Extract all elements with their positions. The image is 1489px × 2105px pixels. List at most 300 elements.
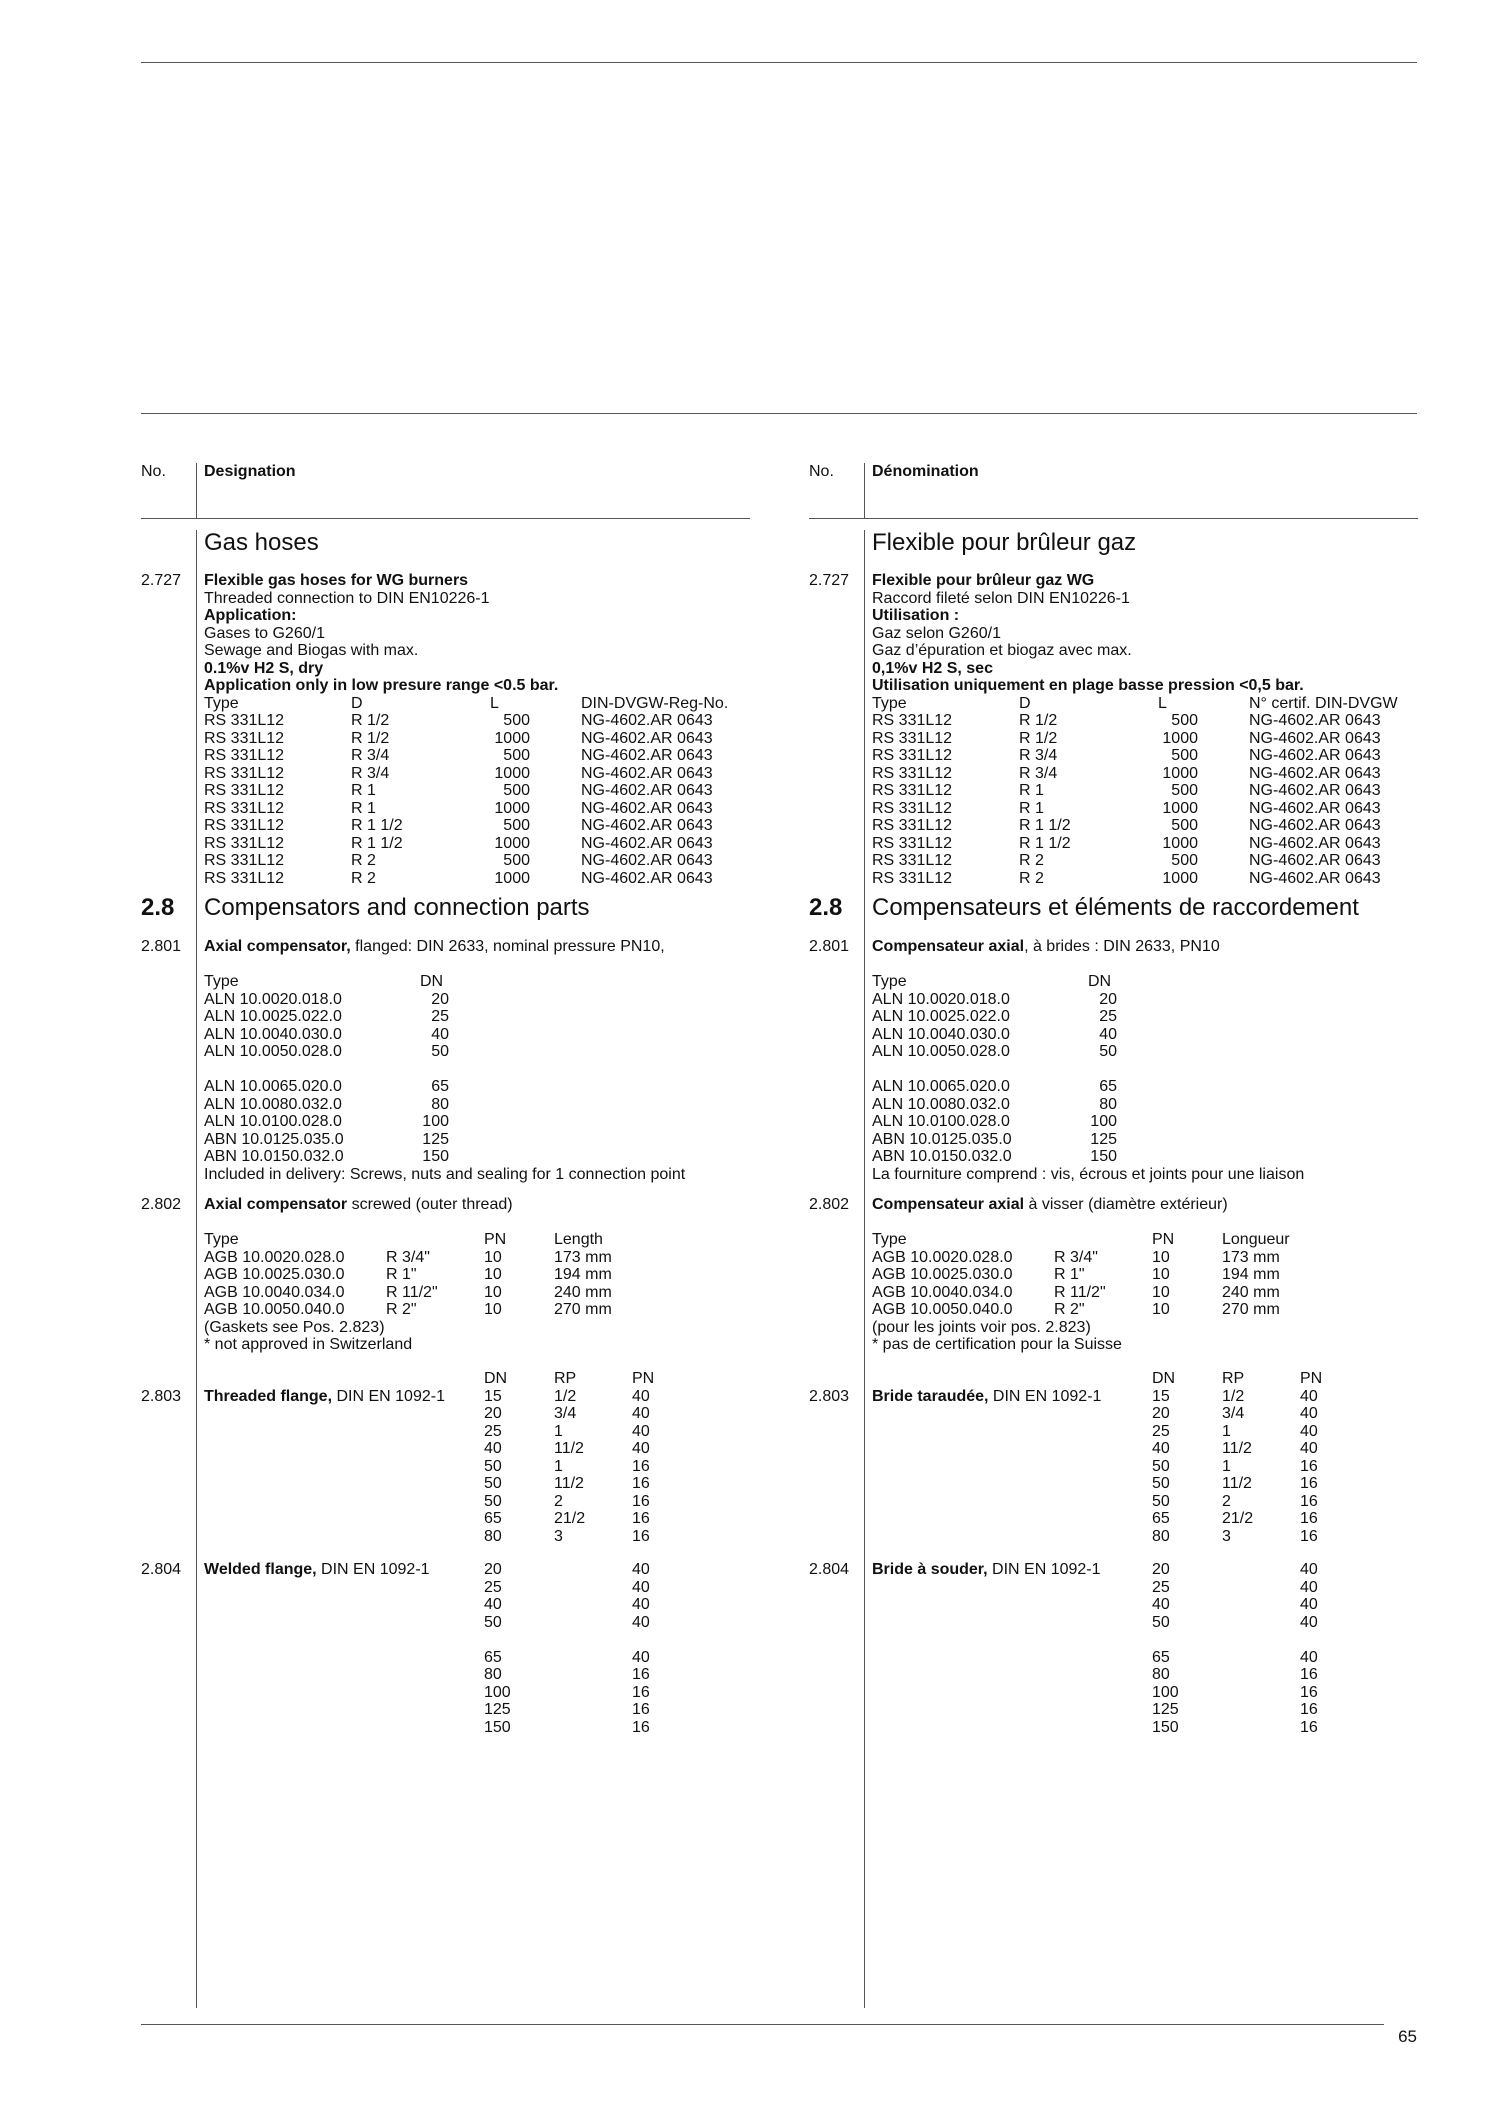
- table-cell-pn: 40: [1300, 1440, 1318, 1457]
- table-cell-pn: 16: [1300, 1666, 1318, 1683]
- item-number: 2.802: [141, 1196, 182, 1213]
- table-cell-dn: 80: [1099, 1095, 1117, 1113]
- table-cell-dn: 50: [484, 1457, 502, 1475]
- table-cell-type: ALN 10.0040.030.0: [872, 1025, 1010, 1043]
- table-cell-l: 1000: [1162, 799, 1198, 817]
- table-cell-type: ABN 10.0150.032.0: [204, 1148, 344, 1165]
- table-cell-dn: 25: [1099, 1008, 1117, 1025]
- table-cell-pn: 16: [1300, 1510, 1318, 1527]
- table-cell-l: 500: [503, 712, 530, 729]
- table-cell-l: 500: [1171, 747, 1198, 764]
- table-cell-reg: NG-4602.AR 0643: [1249, 712, 1381, 729]
- table-cell-type: AGB 10.0025.030.0: [204, 1266, 345, 1283]
- page-number: 65: [1398, 2027, 1417, 2046]
- table-cell-length: 194 mm: [1222, 1266, 1280, 1283]
- table-cell-type: ALN 10.0080.032.0: [872, 1095, 1010, 1113]
- table-cell-reg: NG-4602.AR 0643: [1249, 782, 1381, 799]
- table-header-pn: PN: [484, 1231, 507, 1248]
- table-cell-d: R 3/4: [351, 764, 390, 782]
- table-cell-length: 240 mm: [554, 1283, 612, 1301]
- table-header-length: Length: [554, 1231, 603, 1248]
- table-cell-d: R 1: [351, 799, 376, 817]
- table-cell-dn: 150: [422, 1148, 449, 1165]
- item-title-rest: DIN EN 1092-1: [332, 1387, 445, 1405]
- table-header-type: Type: [872, 1231, 907, 1248]
- item-number: 2.802: [809, 1196, 850, 1213]
- item-title-bold: Threaded flange,: [204, 1387, 333, 1405]
- item-title: Flexible pour brûleur gaz WG: [872, 572, 1095, 589]
- table-cell-length: 270 mm: [1222, 1301, 1280, 1318]
- table-header-pn: PN: [1300, 1370, 1323, 1387]
- table-cell-type: RS 331L12: [872, 764, 953, 782]
- table-cell-d: R 1/2: [351, 712, 390, 729]
- table-cell-dn: 150: [1152, 1718, 1179, 1736]
- table-cell-pn: 40: [1300, 1405, 1318, 1422]
- table-header-l: L: [1158, 694, 1167, 712]
- item-number: 2.801: [141, 938, 182, 955]
- item-number: 2.803: [141, 1387, 182, 1405]
- item-number: 2.804: [809, 1561, 850, 1578]
- table-cell-type: AGB 10.0020.028.0: [204, 1248, 345, 1266]
- table-header-d: D: [351, 694, 363, 712]
- table-cell-dn: 150: [484, 1718, 511, 1736]
- table-header-rp: RP: [554, 1370, 577, 1387]
- header-no: No.: [141, 463, 166, 480]
- table-cell-dn: 20: [484, 1405, 502, 1422]
- table-cell-dn: 40: [484, 1596, 502, 1613]
- table-cell-dn: 15: [1152, 1387, 1170, 1405]
- section-title: Compensateurs et éléments de raccordement: [872, 894, 1359, 921]
- table-cell-d: R 1/2: [351, 729, 390, 747]
- table-cell-length: 173 mm: [554, 1248, 612, 1266]
- table-cell-type: RS 331L12: [872, 712, 953, 729]
- table-cell-rp: 1: [1222, 1422, 1231, 1440]
- table-header-type: Type: [872, 973, 907, 990]
- table-cell-dn: 50: [1152, 1492, 1170, 1510]
- table-cell-reg: NG-4602.AR 0643: [1249, 764, 1381, 782]
- table-cell-d: R 1/2: [1019, 729, 1058, 747]
- table-cell-pn: 10: [1152, 1301, 1170, 1318]
- table-cell-type: RS 331L12: [872, 782, 953, 799]
- table-cell-dn: 65: [1152, 1510, 1170, 1527]
- table-header-reg: N° certif. DIN-DVGW: [1249, 694, 1398, 712]
- table-cell-d: R 3/4: [1019, 764, 1058, 782]
- table-cell-dn: 25: [1152, 1578, 1170, 1596]
- item-title-bold: Welded flange,: [204, 1561, 317, 1578]
- table-cell-d: R 2: [351, 869, 376, 887]
- table-cell-type: AGB 10.0050.040.0: [204, 1301, 345, 1318]
- item-title-bold: Bride taraudée,: [872, 1387, 989, 1405]
- table-cell-l: 1000: [494, 834, 530, 852]
- table-cell-pn: 16: [1300, 1718, 1318, 1736]
- table-cell-rp: 1: [1222, 1457, 1231, 1475]
- table-cell-l: 500: [1171, 817, 1198, 834]
- item-title: [872, 938, 1220, 956]
- table-cell-reg: NG-4602.AR 0643: [581, 817, 713, 834]
- item-number: 2.804: [141, 1561, 182, 1578]
- section-number: 2.8: [809, 894, 843, 921]
- table-cell-pn: 40: [1300, 1613, 1318, 1631]
- table-cell-rp: 11/2: [1222, 1440, 1252, 1457]
- table-cell-d: R 3/4: [351, 747, 390, 764]
- item-title-bold: Axial compensator: [204, 1196, 348, 1213]
- table-cell-pn: 40: [1300, 1422, 1318, 1440]
- table-header-pn: PN: [632, 1370, 655, 1387]
- table-cell-pn: 16: [1300, 1457, 1318, 1475]
- table-cell-type: ALN 10.0065.020.0: [872, 1078, 1010, 1095]
- table-cell-rp: 21/2: [1222, 1510, 1254, 1527]
- table-cell-dn: 65: [1152, 1648, 1170, 1666]
- table-cell-reg: NG-4602.AR 0643: [581, 712, 713, 729]
- item-title-rest: , à brides : DIN 2633, PN10: [1024, 938, 1220, 955]
- table-cell-type: RS 331L12: [204, 852, 285, 869]
- header-designation: Designation: [204, 463, 296, 480]
- table-cell-l: 500: [1171, 712, 1198, 729]
- table-cell-dn: 40: [484, 1440, 502, 1457]
- item-title: [872, 1388, 1101, 1406]
- table-cell-reg: NG-4602.AR 0643: [581, 799, 713, 817]
- header-no: No.: [809, 463, 834, 480]
- table-cell-length: 173 mm: [1222, 1248, 1280, 1266]
- table-header-dn: DN: [1152, 1370, 1176, 1387]
- table-cell-pn: 16: [632, 1457, 650, 1475]
- section-number: 2.8: [141, 894, 175, 921]
- table-cell-pn: 16: [632, 1492, 650, 1510]
- table-header-type: Type: [204, 694, 239, 712]
- table-cell-dn: 65: [484, 1510, 502, 1527]
- item-number: 2.803: [809, 1387, 850, 1405]
- table-cell-type: AGB 10.0040.034.0: [872, 1283, 1013, 1301]
- item-title-bold: Compensateur axial: [872, 938, 1025, 955]
- table-cell-rp: 11/2: [554, 1440, 584, 1457]
- table-cell-dn: 20: [1152, 1561, 1170, 1578]
- item-title-rest: à visser (diamètre extérieur): [1024, 1196, 1228, 1213]
- header-designation: Dénomination: [872, 463, 979, 480]
- item-title-rest: DIN EN 1092-1: [316, 1561, 430, 1578]
- description-line: Threaded connection to DIN EN10226-1: [204, 589, 490, 607]
- table-cell-pn: 10: [484, 1283, 502, 1301]
- table-cell-reg: NG-4602.AR 0643: [581, 747, 713, 764]
- table-cell-pn: 40: [632, 1561, 650, 1578]
- table-cell-rp: 1/2: [1222, 1387, 1245, 1405]
- table-cell-pn: 10: [484, 1301, 502, 1318]
- item-title: [872, 1196, 1228, 1214]
- table-cell-type: RS 331L12: [872, 729, 953, 747]
- table-cell-dn: 80: [484, 1666, 502, 1683]
- table-cell-l: 1000: [494, 799, 530, 817]
- table-cell-d: R 3/4: [1019, 747, 1058, 764]
- table-cell-length: 240 mm: [1222, 1283, 1280, 1301]
- note-line: (pour les joints voir pos. 2.823): [872, 1318, 1091, 1336]
- table-cell-pn: 40: [1300, 1387, 1318, 1405]
- table-cell-type: RS 331L12: [204, 799, 285, 817]
- table-cell-type: ALN 10.0040.030.0: [204, 1025, 342, 1043]
- table-cell-l: 1000: [1162, 729, 1198, 747]
- table-cell-dn: 125: [422, 1130, 449, 1148]
- item-title-rest: flanged: DIN 2633, nominal pressure PN10,: [350, 938, 665, 955]
- gas-hoses-title: Gas hoses: [204, 529, 319, 556]
- table-cell-type: RS 331L12: [204, 782, 285, 799]
- table-cell-pn: 16: [1300, 1683, 1318, 1701]
- item-number: 2.727: [809, 572, 850, 589]
- table-cell-thread: R 1": [1054, 1266, 1085, 1283]
- table-cell-d: R 1 1/2: [351, 834, 403, 852]
- table-cell-rp: 11/2: [554, 1475, 584, 1492]
- table-header-dn: DN: [1088, 973, 1112, 990]
- table-cell-dn: 100: [1090, 1113, 1117, 1130]
- table-cell-type: ALN 10.0025.022.0: [872, 1008, 1010, 1025]
- delivery-note: La fourniture comprend : vis, écrous et joints pour une liaison: [872, 1165, 1305, 1183]
- table-cell-dn: 100: [1152, 1683, 1179, 1701]
- table-cell-pn: 10: [1152, 1248, 1170, 1266]
- description-line: Gaz selon G260/1: [872, 624, 1001, 642]
- table-cell-type: RS 331L12: [204, 712, 285, 729]
- table-cell-dn: 25: [431, 1008, 449, 1025]
- table-cell-type: AGB 10.0050.040.0: [872, 1301, 1013, 1318]
- item-number: 2.727: [141, 572, 182, 589]
- table-cell-pn: 40: [1300, 1578, 1318, 1596]
- table-cell-thread: R 3/4": [386, 1248, 430, 1266]
- table-cell-thread: R 11/2": [1054, 1283, 1106, 1301]
- table-cell-type: RS 331L12: [204, 817, 285, 834]
- table-cell-dn: 20: [484, 1561, 502, 1578]
- table-cell-d: R 1: [351, 782, 376, 799]
- table-cell-dn: 50: [484, 1492, 502, 1510]
- table-cell-type: AGB 10.0020.028.0: [872, 1248, 1013, 1266]
- table-cell-type: ALN 10.0080.032.0: [204, 1095, 342, 1113]
- table-cell-rp: 2: [554, 1492, 563, 1510]
- table-cell-type: ALN 10.0025.022.0: [204, 1008, 342, 1025]
- table-cell-dn: 50: [431, 1043, 449, 1060]
- table-cell-type: RS 331L12: [872, 817, 953, 834]
- table-cell-l: 1000: [494, 869, 530, 887]
- table-cell-d: R 2: [1019, 869, 1044, 887]
- table-cell-thread: R 2": [1054, 1301, 1085, 1318]
- table-cell-pn: 40: [1300, 1596, 1318, 1613]
- table-cell-rp: 3/4: [554, 1405, 577, 1422]
- section-title: Compensators and connection parts: [204, 894, 590, 921]
- table-cell-pn: 40: [1300, 1561, 1318, 1578]
- table-header-length: Longueur: [1222, 1231, 1290, 1248]
- table-cell-pn: 16: [632, 1683, 650, 1701]
- table-cell-type: AGB 10.0040.034.0: [204, 1283, 345, 1301]
- table-cell-dn: 80: [484, 1527, 502, 1545]
- table-cell-type: ALN 10.0065.020.0: [204, 1078, 342, 1095]
- description-line: Sewage and Biogas with max.: [204, 642, 419, 659]
- table-cell-type: ALN 10.0100.028.0: [204, 1113, 342, 1130]
- table-header-reg: DIN-DVGW-Reg-No.: [581, 694, 729, 712]
- description-line: 0,1%v H2 S, sec: [872, 659, 993, 677]
- table-cell-pn: 16: [632, 1666, 650, 1683]
- table-cell-type: ALN 10.0100.028.0: [872, 1113, 1010, 1130]
- table-cell-dn: 50: [1099, 1043, 1117, 1060]
- table-cell-type: RS 331L12: [204, 869, 285, 887]
- table-cell-type: RS 331L12: [204, 729, 285, 747]
- table-cell-reg: NG-4602.AR 0643: [1249, 799, 1381, 817]
- table-cell-dn: 50: [1152, 1457, 1170, 1475]
- table-cell-pn: 10: [1152, 1283, 1170, 1301]
- table-cell-pn: 40: [632, 1440, 650, 1457]
- table-cell-d: R 1: [1019, 782, 1044, 799]
- table-cell-dn: 25: [484, 1578, 502, 1596]
- table-cell-dn: 65: [431, 1078, 449, 1095]
- table-cell-d: R 1 1/2: [1019, 817, 1071, 834]
- table-cell-rp: 1: [554, 1457, 563, 1475]
- table-cell-reg: NG-4602.AR 0643: [1249, 729, 1381, 747]
- table-header-type: Type: [872, 694, 907, 712]
- table-cell-dn: 25: [484, 1422, 502, 1440]
- table-cell-type: ALN 10.0020.018.0: [872, 990, 1010, 1008]
- table-cell-dn: 65: [1099, 1078, 1117, 1095]
- table-cell-rp: 21/2: [554, 1510, 586, 1527]
- table-cell-dn: 20: [1152, 1405, 1170, 1422]
- table-cell-dn: 20: [1099, 990, 1117, 1008]
- table-cell-reg: NG-4602.AR 0643: [1249, 852, 1381, 869]
- table-cell-dn: 50: [484, 1475, 502, 1492]
- description-line: Gases to G260/1: [204, 624, 325, 642]
- note-line: (Gaskets see Pos. 2.823): [204, 1318, 385, 1336]
- description-line: Gaz d’épuration et biogaz avec max.: [872, 642, 1132, 659]
- table-cell-pn: 10: [484, 1248, 502, 1266]
- table-cell-reg: NG-4602.AR 0643: [581, 764, 713, 782]
- table-cell-thread: R 3/4": [1054, 1248, 1098, 1266]
- table-cell-pn: 40: [632, 1578, 650, 1596]
- table-cell-l: 500: [503, 852, 530, 869]
- table-cell-dn: 50: [484, 1613, 502, 1631]
- header-rule: [809, 518, 1418, 519]
- table-cell-dn: 40: [1152, 1440, 1170, 1457]
- table-cell-pn: 16: [632, 1718, 650, 1736]
- table-cell-dn: 50: [1152, 1613, 1170, 1631]
- item-title-rest: screwed (outer thread): [347, 1196, 513, 1213]
- table-cell-reg: NG-4602.AR 0643: [1249, 834, 1381, 852]
- table-cell-pn: 16: [632, 1475, 650, 1492]
- item-number: 2.801: [809, 938, 850, 955]
- table-cell-pn: 16: [1300, 1475, 1318, 1492]
- table-cell-dn: 125: [1090, 1130, 1117, 1148]
- table-cell-reg: NG-4602.AR 0643: [581, 852, 713, 869]
- table-cell-length: 194 mm: [554, 1266, 612, 1283]
- item-title-bold: Compensateur axial: [872, 1196, 1025, 1213]
- table-cell-dn: 80: [1152, 1527, 1170, 1545]
- item-title-rest: DIN EN 1092-1: [987, 1561, 1101, 1578]
- table-cell-pn: 10: [1152, 1266, 1170, 1283]
- table-cell-thread: R 2": [386, 1301, 417, 1318]
- table-cell-thread: R 11/2": [386, 1283, 438, 1301]
- item-title-bold: Bride à souder,: [872, 1561, 988, 1578]
- table-cell-l: 500: [1171, 782, 1198, 799]
- table-cell-type: RS 331L12: [872, 834, 953, 852]
- table-cell-reg: NG-4602.AR 0643: [1249, 817, 1381, 834]
- table-cell-type: AGB 10.0025.030.0: [872, 1266, 1013, 1283]
- table-cell-pn: 16: [1300, 1701, 1318, 1718]
- table-cell-pn: 10: [484, 1266, 502, 1283]
- table-cell-dn: 50: [1152, 1475, 1170, 1492]
- table-cell-type: ABN 10.0150.032.0: [872, 1148, 1012, 1165]
- table-cell-dn: 125: [484, 1701, 511, 1718]
- table-cell-pn: 40: [1300, 1648, 1318, 1666]
- table-cell-dn: 40: [1099, 1025, 1117, 1043]
- gas-hoses-title: Flexible pour brûleur gaz: [872, 529, 1137, 556]
- table-cell-d: R 1 1/2: [1019, 834, 1071, 852]
- table-header-type: Type: [204, 1231, 239, 1248]
- table-cell-reg: NG-4602.AR 0643: [581, 869, 713, 887]
- table-cell-pn: 16: [1300, 1527, 1318, 1545]
- note-line: * pas de certification pour la Suisse: [872, 1336, 1122, 1353]
- table-cell-type: RS 331L12: [204, 834, 285, 852]
- table-cell-d: R 1/2: [1019, 712, 1058, 729]
- table-header-l: L: [490, 694, 499, 712]
- table-cell-type: RS 331L12: [204, 747, 285, 764]
- table-cell-dn: 80: [431, 1095, 449, 1113]
- description-line: Utilisation uniquement en plage basse pression <0,5 bar.: [872, 677, 1304, 694]
- table-cell-l: 1000: [1162, 764, 1198, 782]
- table-cell-dn: 40: [1152, 1596, 1170, 1613]
- table-cell-dn: 20: [431, 990, 449, 1008]
- table-cell-reg: NG-4602.AR 0643: [581, 729, 713, 747]
- table-cell-thread: R 1": [386, 1266, 417, 1283]
- table-cell-rp: 3: [1222, 1527, 1231, 1545]
- description-line: Application:: [204, 607, 297, 624]
- description-line: Utilisation :: [872, 607, 960, 624]
- table-cell-rp: 1: [554, 1422, 563, 1440]
- note-line: * not approved in Switzerland: [204, 1336, 413, 1353]
- table-cell-dn: 65: [484, 1648, 502, 1666]
- table-cell-d: R 1: [1019, 799, 1044, 817]
- item-title: Flexible gas hoses for WG burners: [204, 572, 469, 589]
- table-cell-type: RS 331L12: [872, 852, 953, 869]
- table-header-type: Type: [204, 973, 239, 990]
- table-cell-l: 500: [1171, 852, 1198, 869]
- table-cell-pn: 40: [632, 1405, 650, 1422]
- table-cell-dn: 40: [431, 1025, 449, 1043]
- table-cell-reg: NG-4602.AR 0643: [581, 782, 713, 799]
- table-cell-type: RS 331L12: [204, 764, 285, 782]
- table-cell-pn: 40: [632, 1422, 650, 1440]
- table-cell-type: ABN 10.0125.035.0: [204, 1130, 344, 1148]
- table-cell-d: R 2: [351, 852, 376, 869]
- table-cell-pn: 16: [632, 1510, 650, 1527]
- delivery-note: Included in delivery: Screws, nuts and sealing for 1 connection point: [204, 1165, 686, 1183]
- table-cell-reg: NG-4602.AR 0643: [581, 834, 713, 852]
- table-cell-pn: 16: [632, 1527, 650, 1545]
- table-cell-type: ALN 10.0050.028.0: [204, 1043, 342, 1060]
- table-cell-type: ALN 10.0050.028.0: [872, 1043, 1010, 1060]
- table-cell-reg: NG-4602.AR 0643: [1249, 747, 1381, 764]
- table-cell-rp: 3/4: [1222, 1405, 1245, 1422]
- header-divider: [864, 463, 865, 518]
- table-cell-l: 1000: [494, 729, 530, 747]
- item-title-rest: DIN EN 1092-1: [988, 1387, 1102, 1405]
- table-cell-d: R 1 1/2: [351, 817, 403, 834]
- item-title: [872, 1561, 1101, 1579]
- table-cell-length: 270 mm: [554, 1301, 612, 1318]
- table-cell-dn: 25: [1152, 1422, 1170, 1440]
- table-cell-pn: 16: [1300, 1492, 1318, 1510]
- table-cell-rp: 2: [1222, 1492, 1231, 1510]
- table-cell-reg: NG-4602.AR 0643: [1249, 869, 1381, 887]
- table-header-rp: RP: [1222, 1370, 1245, 1387]
- table-cell-l: 1000: [1162, 869, 1198, 887]
- table-cell-dn: 150: [1090, 1148, 1117, 1165]
- table-cell-rp: 11/2: [1222, 1475, 1252, 1492]
- table-cell-d: R 2: [1019, 852, 1044, 869]
- table-cell-dn: 100: [484, 1683, 511, 1701]
- table-cell-l: 500: [503, 817, 530, 834]
- item-title-bold: Axial compensator,: [204, 938, 351, 955]
- table-cell-dn: 80: [1152, 1666, 1170, 1683]
- description-line: Application only in low presure range <0.5 bar.: [204, 677, 559, 694]
